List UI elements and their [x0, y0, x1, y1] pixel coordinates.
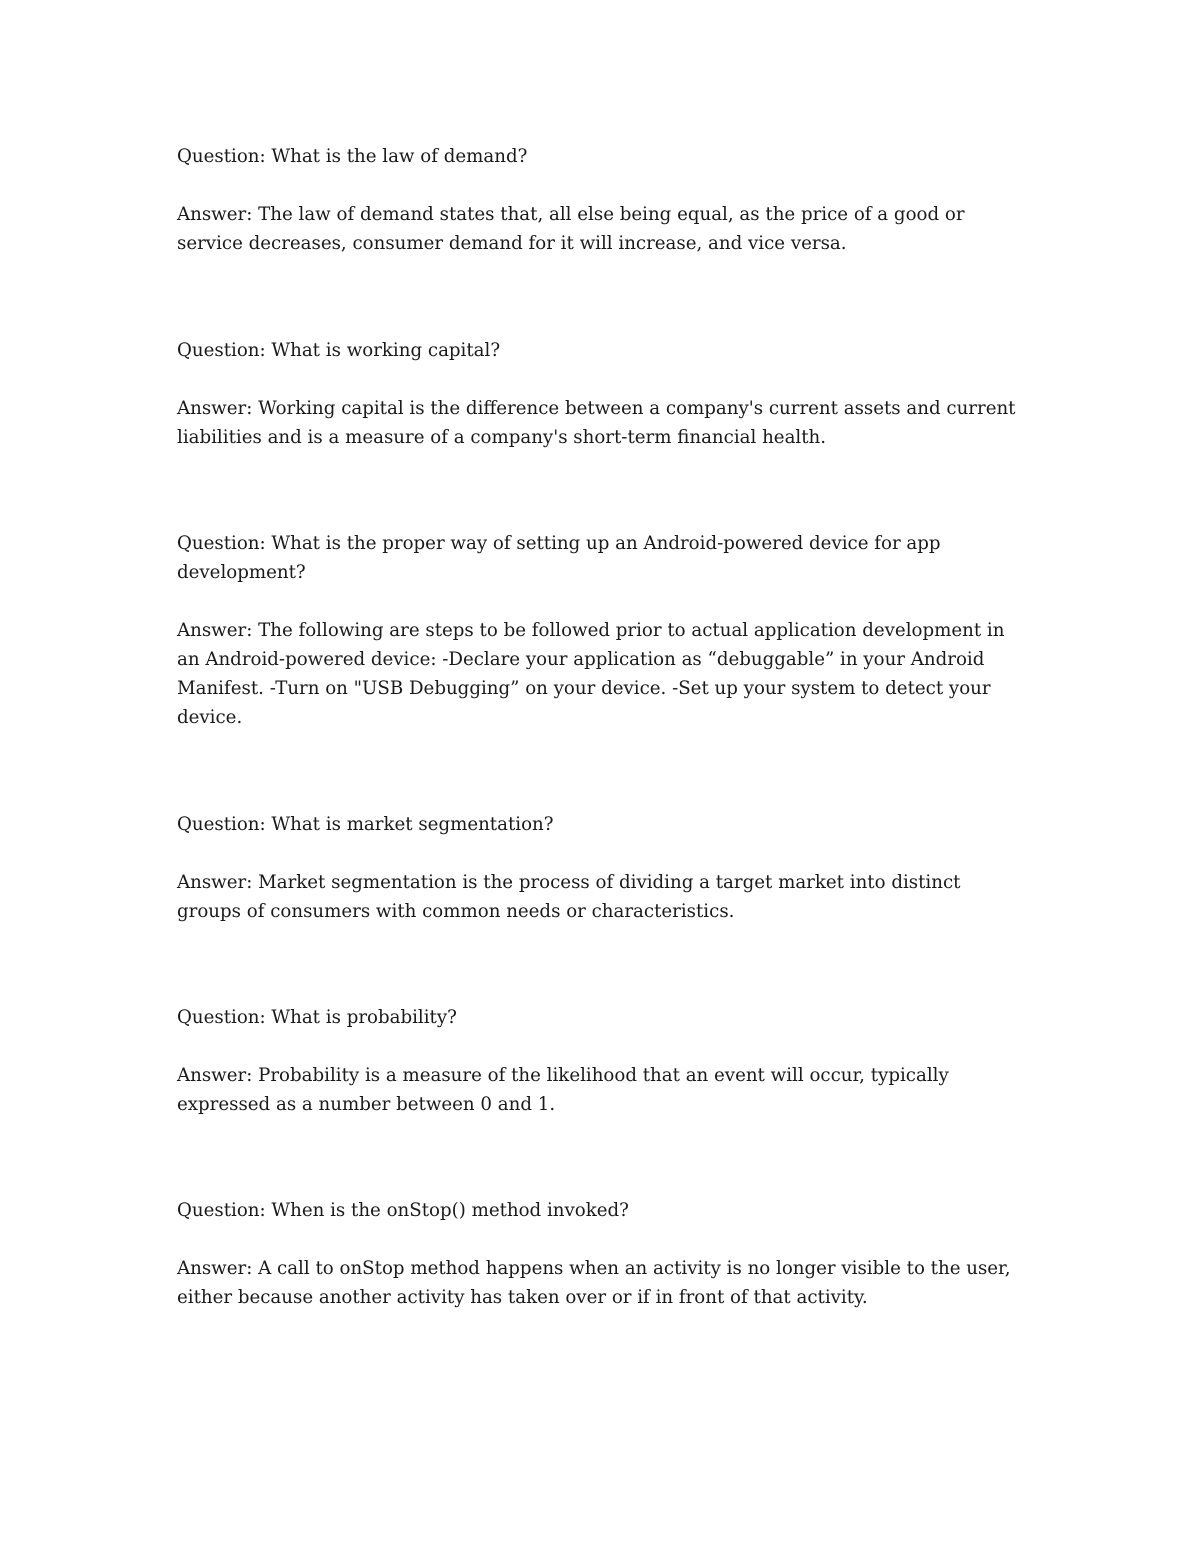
- question-text: Question: When is the onStop() method invoked?: [177, 1200, 629, 1221]
- answer-text: Answer: Working capital is the difference between a company's current assets and current liabilities and is a measure of a company's short-term financial health.: [177, 398, 1016, 448]
- qa-block: [177, 142, 1027, 258]
- question-text: Question: What is working capital?: [177, 340, 501, 361]
- answer-text: Answer: The law of demand states that, all else being equal, as the price of a good or service decreases, consumer demand for it will increase, and vice versa.: [177, 204, 965, 254]
- answer-text: Answer: A call to onStop method happens when an activity is no longer visible to the user, either because another activity has taken over or if in front of that activity.: [177, 1258, 1011, 1308]
- question-text: Question: What is market segmentation?: [177, 814, 554, 835]
- question-text: Question: What is probability?: [177, 1007, 457, 1028]
- answer-text: Answer: Market segmentation is the process of dividing a target market into distinct groups of consumers with common needs or characteristics.: [177, 872, 961, 922]
- qa-block: [177, 529, 1027, 732]
- qa-block: [177, 1196, 1027, 1312]
- qa-block: [177, 810, 1027, 926]
- qa-block: [177, 336, 1027, 452]
- answer-text: Answer: The following are steps to be followed prior to actual application development in an Android-powered device: -Declare your application as “debuggable” in your Android Manifest. -Turn on "USB Debugging” on your device. -Set up your system to detect your device.: [177, 620, 1005, 728]
- question-text: Question: What is the proper way of setting up an Android-powered device for app development?: [177, 533, 941, 583]
- answer-text: Answer: Probability is a measure of the likelihood that an event will occur, typically expressed as a number between 0 and 1.: [177, 1065, 949, 1115]
- qa-block: [177, 1003, 1027, 1119]
- question-text: Question: What is the law of demand?: [177, 146, 528, 167]
